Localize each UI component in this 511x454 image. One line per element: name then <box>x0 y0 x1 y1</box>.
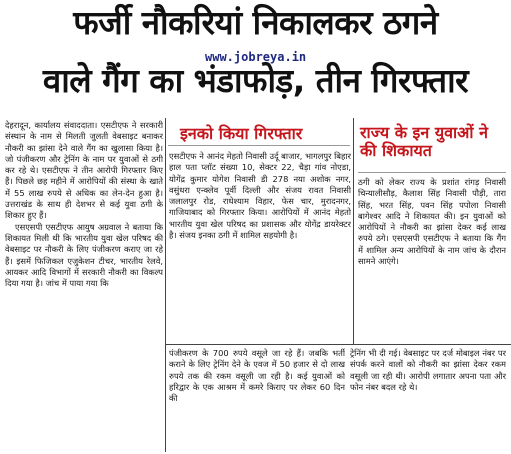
article-paragraph: पंजीकरण के 700 रुपये वसूले जा रहे हैं। जबकि भर्ती कराने के लिए ट्रेनिंग देने के एवज में 50 हजार से दो लाख रुपये तक की रकम वसूली जा रही है। कई युवाओं को हरिद्वार के एक आश्रम में कमरे किराए पर लेकर 60 दिन की <box>169 348 345 404</box>
article-column-3 <box>358 177 506 344</box>
subhead-arrested: इनको किया गिरफ्तार <box>180 124 303 143</box>
headline-line-2: वाले गैंग का भंडाफोड़, तीन गिरफ्तार <box>42 61 469 100</box>
article-paragraph: ट्रेनिंग भी दी गई। वेबसाइट पर दर्ज मोबाइल नंबर पर संपर्क करने वालों को नौकरी का झांसा देकर रकम वसूली जा रही थी। आरोपी लगातार अपना पता और फोन नंबर बदल रहे थे। <box>350 348 506 392</box>
column-divider <box>165 118 166 452</box>
subhead-complaint: राज्य के इन युवाओं ने की शिकायत <box>360 123 488 161</box>
subhead-underline <box>358 172 506 173</box>
subhead-underline <box>168 145 350 146</box>
article-paragraph: ठगी को लेकर राज्य के प्रशांत रांगड़ निवासी चिन्यालीसौड़, कैलाश सिंह निवासी पौड़ी, तारा सिंह, भरत सिंह, पवन सिंह पपोला निवासी बागेश्वर आदि ने शिकायत की। इन युवाओं को आरोपियों ने नौकरी का झांसा देकर कई लाख रुपये ठगे। एसएसपी एसटीएफ ने बताया कि गैंग में शामिल अन्य आरोपियों के नाम जांच के दौरान सामने आएंगे। <box>358 177 506 267</box>
article-bottom-column-2 <box>169 348 345 452</box>
article-bottom-column-3 <box>350 348 506 452</box>
article-paragraph: देहरादून, कार्यालय संवाददाता। एसटीएफ ने सरकारी संस्थान के नाम से मिलती जुलती वेबसाइट बनाकर नौकरी का झांसा देने वाले गैंग का खुलासा किया है। जो पंजीकरण और ट्रेनिंग के नाम पर युवाओं से ठगी कर रहे थे। एसटीएफ ने तीन आरोपी गिरफ्तार किए हैं। पिछले छह महीने में आरोपियों की संस्था के खाते में 55 लाख रुपये से अधिक का लेन-देन हुआ है। उत्तराखंड के साथ ही देशभर से कई युवा ठगी के शिकार हुए हैं। <box>5 120 163 221</box>
column-divider <box>353 118 354 344</box>
article-paragraph: एसएसपी एसटीएफ आयुष अग्रवाल ने बताया कि शिकायत मिली थी कि भारतीय युवा खेल परिषद की वेबसाइट पर नौकरी के लिए पंजीकरण कराए जा रहे हैं। इसमें फिजिकल एजुकेशन टीचर, भारतीय रेलवे, आयकर आदि विभागों में सरकारी नौकरी का विकल्प दिया गया है। जांच में पाया गया कि <box>5 221 163 289</box>
article-column-2 <box>169 151 351 338</box>
headline-line-1: फर्जी नौकरियां निकालकर ठगने <box>73 3 438 42</box>
watermark-url: www.jobreya.in <box>205 50 307 64</box>
article-paragraph: एसटीएफ ने आनंद मेहतो निवासी उर्दू बाजार, भागलपुर बिहार हाल पता प्लॉट संख्या 10, सेक्टर 22, चैड़ा गांव नोएडा, योगेंद्र कुमार योगेश निवासी डी 278 नया अशोक नगर, वसुंधरा एन्क्लेव पूर्वी दिल्ली और संजय रावत निवासी जलालपुर रोड, राधेश्याम विहार, फेस चार, मुरादनगर, गाजियाबाद को गिरफ्तार किया। आरोपियों में आनंद मेहतो भारतीय युवा खेल परिषद का प्रशासक और योगेंद्र डायरेक्टर है। संजय इनका ठगी में शामिल सहयोगी है। <box>169 151 351 241</box>
box-bottom-border <box>166 344 511 345</box>
article-column-1 <box>5 120 163 450</box>
